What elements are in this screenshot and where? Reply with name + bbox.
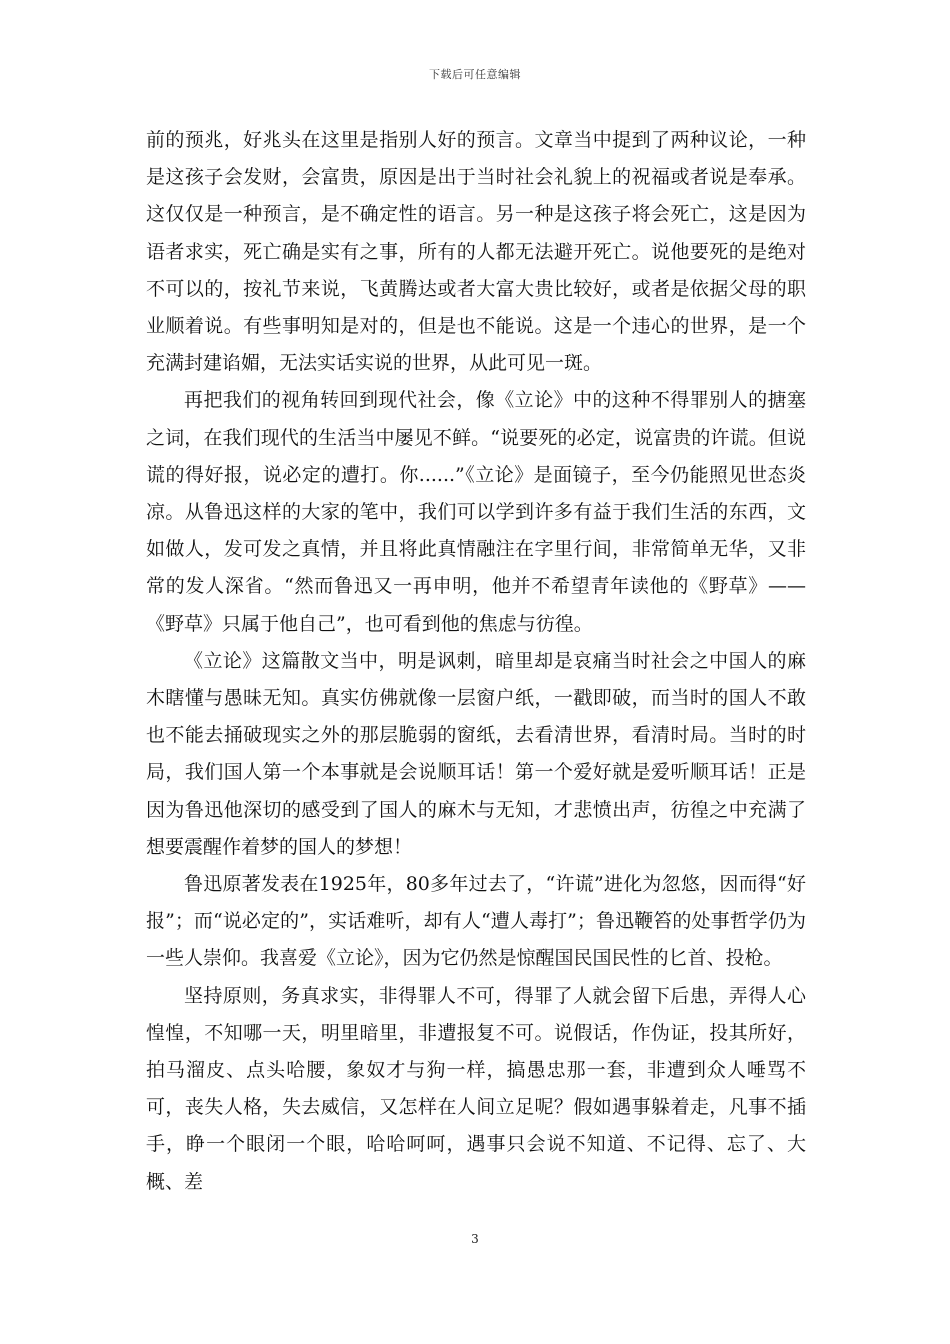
document-body [146, 122, 806, 1201]
page-header: 下载后可任意编辑 [429, 68, 521, 81]
paragraph-1: 前的预兆，好兆头在这里是指别人好的预言。文章当中提到了两种议论，一种是这孩子会发财，会富贵，原因是出于当时社会礼貌上的祝福或者说是奉承。这仅仅是一种预言，是不确定性的语言。另一种是这孩子将会死亡，这是因为语者求实，死亡确是实有之事，所有的人都无法避开死亡。说他要死的是绝对不可以的，按礼节来说，飞黄腾达或者大富大贵比较好，或者是依据父母的职业顺着说。有些事明知是对的，但是也不能说。这是一个违心的世界，是一个充满封建谄媚，无法实话实说的世界，从此可见一斑。 [146, 129, 806, 375]
page-number: 3 [471, 1232, 479, 1246]
paragraph-4: 鲁迅原著发表在1925年，80多年过去了，“许谎”进化为忽悠，因而得“好报”；而“说必定的”，实话难听，却有人“遭人毒打”；鲁迅鞭笞的处事哲学仍为一些人崇仰。我喜爱《立论》，因为它仍然是惊醒国民国民性的匕首、投枪。 [146, 873, 806, 970]
paragraph-2: 再把我们的视角转回到现代社会，像《立论》中的这种不得罪别人的搪塞之词，在我们现代的生活当中屡见不鲜。“说要死的必定，说富贵的许谎。但说谎的得好报，说必定的遭打。你......”《立论》是面镜子，至今仍能照见世态炎凉。从鲁迅这样的大家的笔中，我们可以学到许多有益于我们生活的东西，文如做人，发可发之真情，并且将此真情融注在字里行间，非常简单无华，又非常的发人深省。“然而鲁迅又一再申明，他并不希望青年读他的《野草》——《野草》只属于他自己”，也可看到他的焦虑与彷徨。 [146, 389, 806, 635]
paragraph-3: 《立论》这篇散文当中，明是讽刺，暗里却是哀痛当时社会之中国人的麻木瞎懂与愚昧无知。真实仿佛就像一层窗户纸，一戳即破，而当时的国人不敢也不能去捅破现实之外的那层脆弱的窗纸，去看清世界，看清时局。当时的时局，我们国人第一个本事就是会说顺耳话！第一个爱好就是爱听顺耳话！正是因为鲁迅他深切的感受到了国人的麻木与无知，才悲愤出声，彷徨之中充满了想要震醒作着梦的国人的梦想！ [146, 649, 806, 858]
paragraph-5: 坚持原则，务真求实，非得罪人不可，得罪了人就会留下后患，弄得人心惶惶，不知哪一天，明里暗里，非遭报复不可。说假话，作伪证，投其所好，拍马溜皮、点头哈腰，象奴才与狗一样，搞愚忠那一套，非遭到众人唾骂不可，丧失人格，失去威信，又怎样在人间立足呢？假如遇事躲着走，凡事不插手，睁一个眼闭一个眼，哈哈呵呵，遇事只会说不知道、不记得、忘了、大概、差 [146, 984, 806, 1193]
